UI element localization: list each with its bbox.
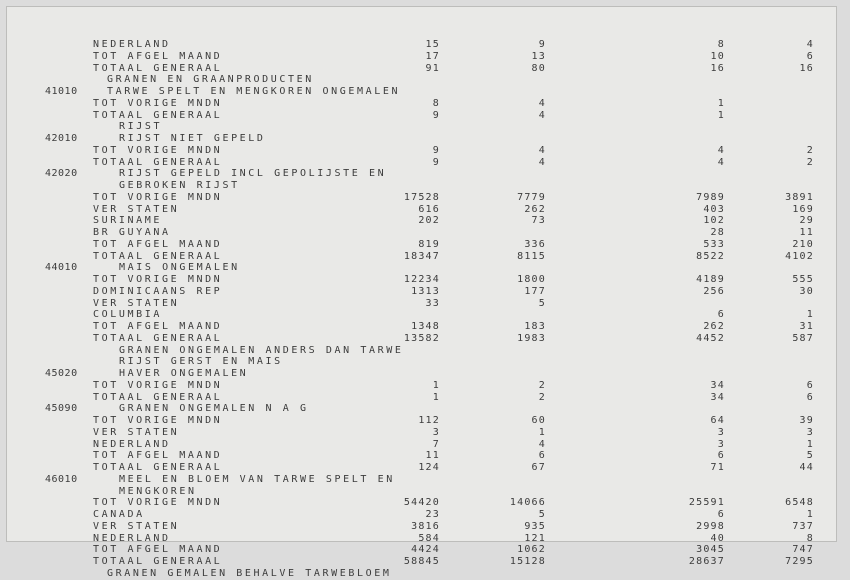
value-cell-2: 4 bbox=[538, 438, 546, 450]
value-cell-2: 73 bbox=[531, 215, 546, 227]
value-cell-4: 169 bbox=[792, 203, 814, 215]
table-row bbox=[7, 180, 836, 192]
value-cell-4: 8 bbox=[806, 532, 814, 544]
value-cell-3: 262 bbox=[703, 321, 725, 332]
value-cell-4: 4 bbox=[806, 39, 814, 50]
row-label: TOT VORIGE MNDN bbox=[93, 97, 223, 109]
row-label: TOT VORIGE MNDN bbox=[93, 191, 223, 203]
table-row bbox=[7, 251, 836, 263]
value-cell-4: 31 bbox=[799, 321, 814, 332]
value-cell-3: 4452 bbox=[696, 332, 725, 344]
value-cell-3: 2998 bbox=[696, 520, 725, 532]
row-label: TOT VORIGE MNDN bbox=[93, 144, 223, 156]
value-cell-2: 7779 bbox=[517, 191, 546, 203]
value-cell-2: 4 bbox=[538, 97, 546, 109]
value-cell-1: 17528 bbox=[403, 191, 440, 203]
row-label: TOT VORIGE MNDN bbox=[93, 274, 223, 285]
table-row bbox=[7, 192, 836, 204]
value-cell-1: 33 bbox=[425, 297, 440, 309]
value-cell-3: 7989 bbox=[696, 191, 725, 203]
row-label: NEDERLAND bbox=[93, 438, 171, 450]
value-cell-2: 80 bbox=[531, 62, 546, 74]
table-row bbox=[7, 462, 836, 474]
value-cell-3: 3045 bbox=[696, 544, 725, 556]
row-label: TOT AFGEL MAAND bbox=[93, 321, 223, 332]
table-row bbox=[7, 439, 836, 451]
value-cell-2: 336 bbox=[524, 238, 546, 250]
value-cell-4: 747 bbox=[792, 544, 814, 556]
value-cell-3: 34 bbox=[710, 379, 725, 391]
value-cell-3: 71 bbox=[710, 462, 725, 473]
value-cell-1: 54420 bbox=[403, 497, 440, 509]
value-cell-4: 587 bbox=[792, 332, 814, 344]
value-cell-3: 256 bbox=[703, 285, 725, 297]
value-cell-4: 737 bbox=[792, 520, 814, 532]
table-row bbox=[7, 497, 836, 509]
value-cell-3: 3 bbox=[717, 426, 725, 438]
value-cell-4: 1 bbox=[806, 509, 814, 520]
value-cell-2: 9 bbox=[538, 39, 546, 50]
commodity-code: 42010 bbox=[45, 133, 78, 144]
value-cell-4: 1 bbox=[806, 438, 814, 450]
value-cell-4: 11 bbox=[799, 227, 814, 238]
row-label: TOT VORIGE MNDN bbox=[93, 415, 223, 426]
value-cell-1: 1313 bbox=[411, 285, 440, 297]
table-row bbox=[7, 74, 836, 86]
value-cell-3: 25591 bbox=[688, 497, 725, 509]
value-cell-3: 8522 bbox=[696, 250, 725, 262]
value-cell-4: 29 bbox=[799, 215, 814, 227]
value-cell-2: 5 bbox=[538, 509, 546, 520]
value-cell-2: 4 bbox=[538, 109, 546, 121]
value-cell-3: 8 bbox=[717, 39, 725, 50]
value-cell-1: 584 bbox=[418, 532, 440, 544]
value-cell-1: 11 bbox=[425, 450, 440, 462]
value-cell-2: 1062 bbox=[517, 544, 546, 556]
value-cell-1: 3 bbox=[432, 426, 440, 438]
value-cell-2: 177 bbox=[524, 285, 546, 297]
value-cell-3: 6 bbox=[717, 509, 725, 520]
table-row bbox=[7, 51, 836, 63]
commodity-code: 42020 bbox=[45, 168, 78, 180]
row-label: RIJST GEPELD INCL GEPOLIJSTE EN bbox=[119, 168, 387, 180]
row-label: TOT VORIGE MNDN bbox=[93, 379, 223, 391]
value-cell-2: 183 bbox=[524, 321, 546, 332]
table-row bbox=[7, 121, 836, 133]
value-cell-1: 1348 bbox=[411, 321, 440, 332]
table-row bbox=[7, 227, 836, 239]
table-row bbox=[7, 533, 836, 545]
value-cell-3: 34 bbox=[710, 391, 725, 403]
document-page bbox=[6, 6, 837, 579]
value-cell-1: 9 bbox=[432, 156, 440, 168]
value-cell-4: 6 bbox=[806, 379, 814, 391]
value-cell-1: 18347 bbox=[403, 250, 440, 262]
value-cell-3: 28 bbox=[710, 227, 725, 238]
value-cell-2: 14066 bbox=[509, 497, 546, 509]
value-cell-1: 15 bbox=[425, 39, 440, 50]
value-cell-2: 67 bbox=[531, 462, 546, 473]
row-label: MAIS ONGEMALEN bbox=[119, 262, 240, 274]
value-cell-2: 5 bbox=[538, 297, 546, 309]
table-row bbox=[7, 133, 836, 145]
table-row bbox=[7, 98, 836, 110]
value-cell-3: 4 bbox=[717, 144, 725, 156]
value-cell-2: 2 bbox=[538, 379, 546, 391]
table-row bbox=[7, 403, 836, 415]
value-cell-1: 7 bbox=[432, 438, 440, 450]
value-cell-3: 403 bbox=[703, 203, 725, 215]
value-cell-3: 6 bbox=[717, 309, 725, 321]
commodity-code: 41010 bbox=[45, 86, 78, 97]
row-label: TOT AFGEL MAAND bbox=[93, 450, 223, 462]
row-label: TOT AFGEL MAAND bbox=[93, 238, 223, 250]
value-cell-4: 2 bbox=[806, 144, 814, 156]
value-cell-1: 202 bbox=[418, 215, 440, 227]
table-row bbox=[7, 486, 836, 498]
value-cell-3: 4189 bbox=[696, 274, 725, 285]
row-label: TOTAAL GENERAAL bbox=[93, 156, 223, 168]
value-cell-1: 8 bbox=[432, 97, 440, 109]
value-cell-1: 9 bbox=[432, 109, 440, 121]
value-cell-4: 6548 bbox=[785, 497, 814, 509]
value-cell-2: 4 bbox=[538, 156, 546, 168]
row-label: VER STATEN bbox=[93, 520, 180, 532]
value-cell-4: 3891 bbox=[785, 191, 814, 203]
value-cell-4: 7295 bbox=[785, 556, 814, 567]
row-label: TOTAAL GENERAAL bbox=[93, 462, 223, 473]
table-row bbox=[7, 63, 836, 75]
value-cell-2: 13 bbox=[531, 50, 546, 62]
value-cell-2: 262 bbox=[524, 203, 546, 215]
commodity-code: 44010 bbox=[45, 262, 78, 274]
row-label: GRANEN ONGEMALEN ANDERS DAN TARWE bbox=[119, 344, 404, 356]
table-row bbox=[7, 474, 836, 486]
value-cell-3: 1 bbox=[717, 109, 725, 121]
row-label: CANADA bbox=[93, 509, 145, 520]
table-row bbox=[7, 309, 836, 321]
table-row bbox=[7, 157, 836, 169]
row-label: GEBROKEN RIJST bbox=[119, 180, 240, 191]
value-cell-2: 2 bbox=[538, 391, 546, 403]
row-label: GRANEN ONGEMALEN N A G bbox=[119, 403, 309, 415]
value-cell-3: 40 bbox=[710, 532, 725, 544]
row-label: TARWE SPELT EN MENGKOREN ONGEMALEN bbox=[107, 86, 401, 97]
table-row bbox=[7, 321, 836, 333]
value-cell-1: 3816 bbox=[411, 520, 440, 532]
value-cell-1: 112 bbox=[418, 415, 440, 426]
row-label: HAVER ONGEMALEN bbox=[119, 368, 249, 379]
value-cell-4: 44 bbox=[799, 462, 814, 473]
value-cell-4: 4102 bbox=[785, 250, 814, 262]
row-label: TOTAAL GENERAAL bbox=[93, 62, 223, 74]
value-cell-4: 16 bbox=[799, 62, 814, 74]
row-label: MEEL EN BLOEM VAN TARWE SPELT EN bbox=[119, 473, 395, 485]
table-row bbox=[7, 239, 836, 251]
value-cell-1: 12234 bbox=[403, 274, 440, 285]
table-row bbox=[7, 298, 836, 310]
value-cell-1: 91 bbox=[425, 62, 440, 74]
row-label: TOTAAL GENERAAL bbox=[93, 556, 223, 567]
value-cell-4: 210 bbox=[792, 238, 814, 250]
row-label: SURINAME bbox=[93, 215, 162, 227]
value-cell-4: 2 bbox=[806, 156, 814, 168]
value-cell-1: 4424 bbox=[411, 544, 440, 556]
table-row bbox=[7, 274, 836, 286]
value-cell-3: 10 bbox=[710, 50, 725, 62]
row-label: TOT VORIGE MNDN bbox=[93, 497, 223, 509]
row-label: VER STATEN bbox=[93, 297, 180, 309]
value-cell-2: 1983 bbox=[517, 332, 546, 344]
value-cell-1: 819 bbox=[418, 238, 440, 250]
row-label: COLUMBIA bbox=[93, 309, 162, 321]
value-cell-3: 102 bbox=[703, 215, 725, 227]
value-cell-3: 1 bbox=[717, 97, 725, 109]
value-cell-2: 1800 bbox=[517, 274, 546, 285]
value-cell-4: 1 bbox=[806, 309, 814, 321]
row-label: TOTAAL GENERAAL bbox=[93, 109, 223, 121]
table-row bbox=[7, 110, 836, 122]
value-cell-1: 13582 bbox=[403, 332, 440, 344]
value-cell-1: 23 bbox=[425, 509, 440, 520]
commodity-code: 45090 bbox=[45, 403, 78, 415]
value-cell-2: 4 bbox=[538, 144, 546, 156]
table-row bbox=[7, 368, 836, 380]
table-row bbox=[7, 568, 836, 580]
table-row bbox=[7, 544, 836, 556]
value-cell-3: 16 bbox=[710, 62, 725, 74]
value-cell-4: 555 bbox=[792, 274, 814, 285]
value-cell-4: 3 bbox=[806, 426, 814, 438]
value-cell-3: 4 bbox=[717, 156, 725, 168]
table-row bbox=[7, 86, 836, 98]
table-row bbox=[7, 168, 836, 180]
value-cell-4: 6 bbox=[806, 391, 814, 403]
table-row bbox=[7, 356, 836, 368]
table-row bbox=[7, 521, 836, 533]
value-cell-3: 3 bbox=[717, 438, 725, 450]
value-cell-4: 5 bbox=[806, 450, 814, 462]
value-cell-4: 39 bbox=[799, 415, 814, 426]
value-cell-1: 1 bbox=[432, 379, 440, 391]
table-row bbox=[7, 204, 836, 216]
table-row bbox=[7, 286, 836, 298]
row-label: MENGKOREN bbox=[119, 485, 197, 497]
value-cell-2: 121 bbox=[524, 532, 546, 544]
value-cell-1: 17 bbox=[425, 50, 440, 62]
commodity-code: 45020 bbox=[45, 368, 78, 379]
value-cell-1: 1 bbox=[432, 391, 440, 403]
row-label: TOT AFGEL MAAND bbox=[93, 50, 223, 62]
value-cell-1: 616 bbox=[418, 203, 440, 215]
value-cell-2: 60 bbox=[531, 415, 546, 426]
commodity-code: 46010 bbox=[45, 473, 78, 485]
value-cell-3: 28637 bbox=[688, 556, 725, 567]
table-row bbox=[7, 333, 836, 345]
value-cell-2: 1 bbox=[538, 426, 546, 438]
value-cell-2: 15128 bbox=[509, 556, 546, 567]
table-row bbox=[7, 145, 836, 157]
value-cell-4: 30 bbox=[799, 285, 814, 297]
row-label: TOT AFGEL MAAND bbox=[93, 544, 223, 556]
table-row bbox=[7, 392, 836, 404]
row-label: GRANEN EN GRAANPRODUCTEN bbox=[107, 74, 314, 86]
row-label: NEDERLAND bbox=[93, 532, 171, 544]
row-label: BR GUYANA bbox=[93, 227, 171, 238]
row-label: VER STATEN bbox=[93, 426, 180, 438]
value-cell-3: 6 bbox=[717, 450, 725, 462]
row-label: TOTAAL GENERAAL bbox=[93, 332, 223, 344]
table-row bbox=[7, 215, 836, 227]
value-cell-4: 6 bbox=[806, 50, 814, 62]
row-label: VER STATEN bbox=[93, 203, 180, 215]
value-cell-2: 935 bbox=[524, 520, 546, 532]
table-row bbox=[7, 556, 836, 568]
row-label: RIJST GERST EN MAIS bbox=[119, 356, 283, 368]
table-row bbox=[7, 39, 836, 51]
table-row bbox=[7, 415, 836, 427]
table-row bbox=[7, 345, 836, 357]
value-cell-3: 533 bbox=[703, 238, 725, 250]
row-label: TOTAAL GENERAAL bbox=[93, 391, 223, 403]
table-row bbox=[7, 262, 836, 274]
table-row bbox=[7, 427, 836, 439]
row-label: DOMINICAANS REP bbox=[93, 285, 223, 297]
value-cell-3: 64 bbox=[710, 415, 725, 426]
row-label: GRANEN GEMALEN BEHALVE TARWEBLOEM bbox=[107, 567, 392, 579]
table-row bbox=[7, 380, 836, 392]
row-label: RIJST bbox=[119, 121, 163, 133]
row-label: TOTAAL GENERAAL bbox=[93, 250, 223, 262]
row-label: RIJST NIET GEPELD bbox=[119, 133, 266, 144]
value-cell-1: 58845 bbox=[403, 556, 440, 567]
table-row bbox=[7, 450, 836, 462]
statistics-table bbox=[7, 39, 836, 580]
value-cell-1: 9 bbox=[432, 144, 440, 156]
row-label: NEDERLAND bbox=[93, 39, 171, 50]
value-cell-2: 8115 bbox=[517, 250, 546, 262]
value-cell-2: 6 bbox=[538, 450, 546, 462]
value-cell-1: 124 bbox=[418, 462, 440, 473]
table-row bbox=[7, 509, 836, 521]
